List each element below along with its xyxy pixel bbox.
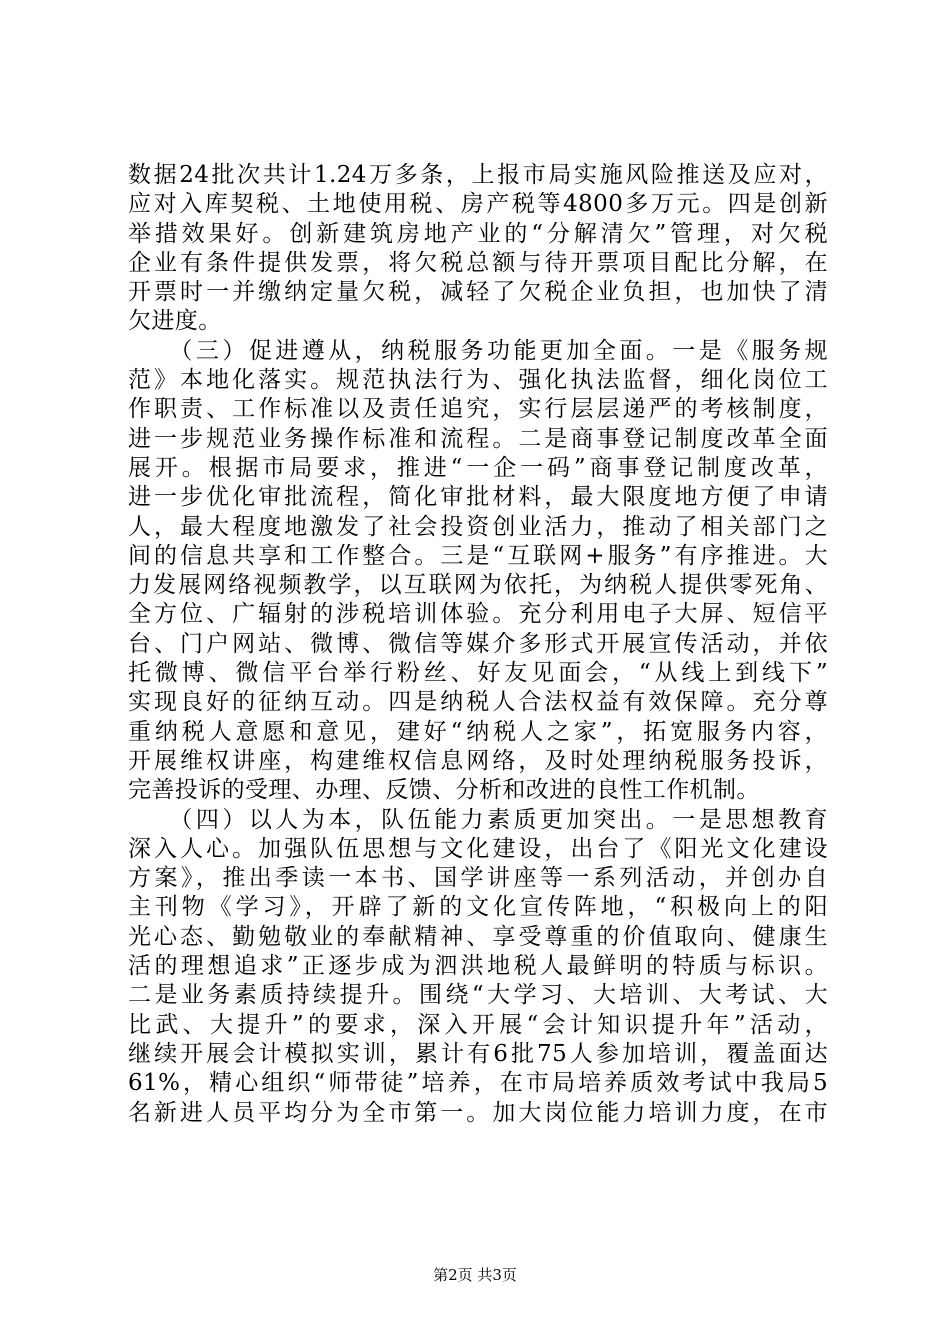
text-line: 展开。根据市局要求，推进“一企一码”商事登记制度改革， <box>128 454 828 481</box>
text-line: 数据24批次共计1.24万多条，上报市局实施风险推送及应对， <box>128 162 828 188</box>
text-line: 比武、大提升”的要求，深入开展“会计知识提升年”活动， <box>128 1011 828 1038</box>
text-line: 二是业务素质持续提升。围绕“大学习、大培训、大考试、大 <box>128 982 828 1009</box>
text-line: 名新进人员平均分为全市第一。加大岗位能力培训力度，在市 <box>128 1099 828 1126</box>
text-line: 企业有条件提供发票，将欠税总额与待开票项目配比分解，在 <box>128 249 828 276</box>
text-line: 开展维权讲座，构建维权信息网络，及时处理纳税服务投诉， <box>128 747 828 774</box>
text-line: 全方位、广辐射的涉税培训体验。充分利用电子大屏、短信平 <box>128 601 828 628</box>
page-footer: 第2页 共3页 <box>433 1266 517 1284</box>
text-line: 间的信息共享和工作整合。三是“互联网+服务”有序推进。大 <box>128 542 828 569</box>
text-line: 力发展网络视频教学，以互联网为依托，为纳税人提供零死角、 <box>128 572 828 599</box>
text-line: 台、门户网站、微博、微信等媒介多形式开展宣传活动，并依 <box>128 630 828 657</box>
text-line: 作职责、工作标准以及责任追究，实行层层递严的考核制度， <box>128 396 828 423</box>
text-line: 主刊物《学习》，开辟了新的文化宣传阵地，“积极向上的阳 <box>128 894 828 921</box>
text-line: 人，最大程度地激发了社会投资创业活力，推动了相关部门之 <box>128 513 828 540</box>
text-line: 托微博、微信平台举行粉丝、好友见面会，“从线上到线下” <box>128 660 828 687</box>
text-line: 深入人心。加强队伍思想与文化建设，出台了《阳光文化建设 <box>128 835 828 862</box>
text-line: （四）以人为本，队伍能力素质更加突出。一是思想教育 <box>128 806 828 833</box>
text-line: 61%，精心组织“师带徒”培养，在市局培养质效考试中我局5 <box>128 1070 828 1097</box>
text-line: 欠进度。 <box>128 308 222 335</box>
text-line: 完善投诉的受理、办理、反馈、分析和改进的良性工作机制。 <box>128 777 760 804</box>
text-line: 进一步规范业务操作标准和流程。二是商事登记制度改革全面 <box>128 425 828 452</box>
text-line: 举措效果好。创新建筑房地产业的“分解清欠”管理，对欠税 <box>128 220 828 247</box>
text-line: 继续开展会计模拟实训，累计有6批75人参加培训，覆盖面达 <box>128 1040 828 1067</box>
text-line: 实现良好的征纳互动。四是纳税人合法权益有效保障。充分尊 <box>128 689 828 716</box>
text-line: 活的理想追求”正逐步成为泗洪地税人最鲜明的特质与标识。 <box>128 953 828 980</box>
text-line: 光心态、勤勉敬业的奉献精神、享受尊重的价值取向、健康生 <box>128 923 828 950</box>
document-body <box>128 161 828 1128</box>
text-line: 重纳税人意愿和意见，建好“纳税人之家”，拓宽服务内容， <box>128 718 828 745</box>
text-line: 开票时一并缴纳定量欠税，减轻了欠税企业负担，也加快了清 <box>128 279 828 306</box>
text-line: （三）促进遵从，纳税服务功能更加全面。一是《服务规 <box>128 337 828 364</box>
text-line: 进一步优化审批流程，简化审批材料，最大限度地方便了申请 <box>128 484 828 511</box>
text-line: 方案》，推出季读一本书、国学讲座等一系列活动，并创办自 <box>128 865 828 892</box>
text-line: 范》本地化落实。规范执法行为、强化执法监督，细化岗位工 <box>128 367 828 394</box>
text-line: 应对入库契税、土地使用税、房产税等4800多万元。四是创新 <box>128 191 828 218</box>
